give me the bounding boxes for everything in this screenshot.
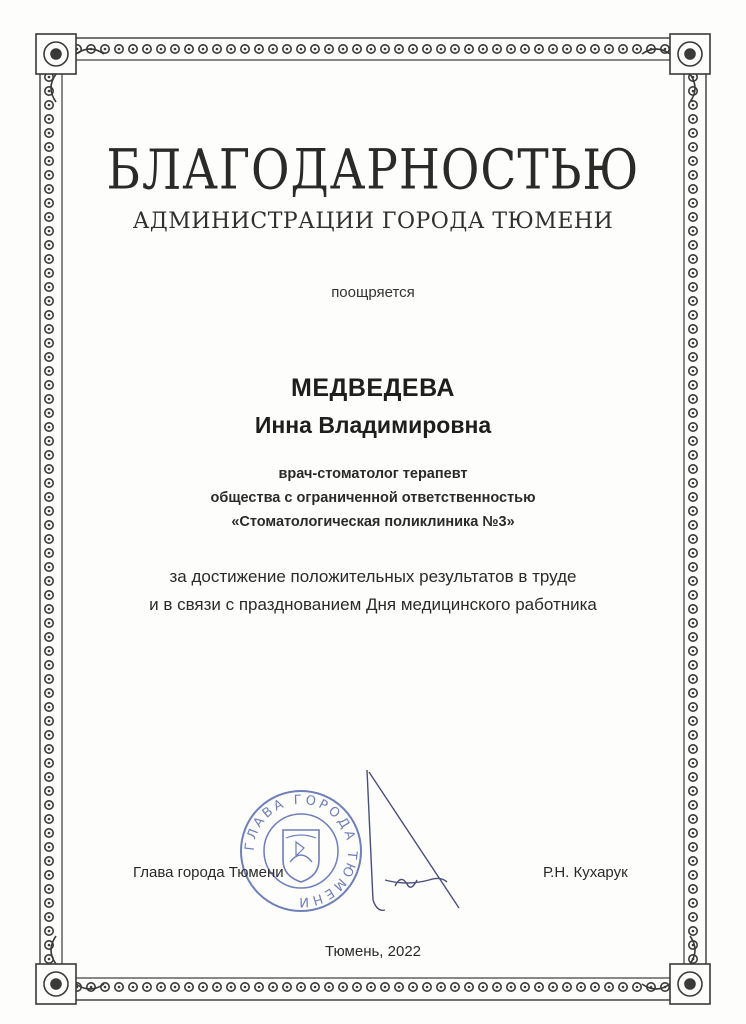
position-line-2: общества с ограниченной ответственностью — [210, 490, 536, 506]
signer-name: Р.Н. Кухарук — [543, 864, 628, 881]
position-line-1: врач-стоматолог терапевт — [278, 466, 468, 482]
certificate-subtitle: АДМИНИСТРАЦИИ ГОРОДА ТЮМЕНИ — [132, 209, 614, 234]
certificate-title: БЛАГОДАРНОСТЬЮ — [106, 138, 640, 203]
handwritten-signature — [355, 762, 465, 932]
awarded-text: поощряется — [331, 284, 415, 301]
signer-title: Глава города Тюмени — [133, 864, 284, 881]
official-seal — [236, 786, 366, 916]
recipient-name: Инна Владимировна — [254, 412, 492, 438]
recipient-surname: МЕДВЕДЕВА — [291, 374, 455, 402]
reason-line-1: за достижение положительных результатов в труде — [169, 567, 577, 586]
reason-line-2: и в связи с празднованием Дня медицинского работника — [149, 595, 597, 614]
place-and-year: Тюмень, 2022 — [324, 943, 422, 960]
svg-text:ГЛАВА ГОРОДА ТЮМЕНИ: ГЛАВА ГОРОДА ТЮМЕНИ — [242, 792, 360, 910]
position-line-3: «Стоматологическая поликлиника №3» — [231, 514, 515, 530]
